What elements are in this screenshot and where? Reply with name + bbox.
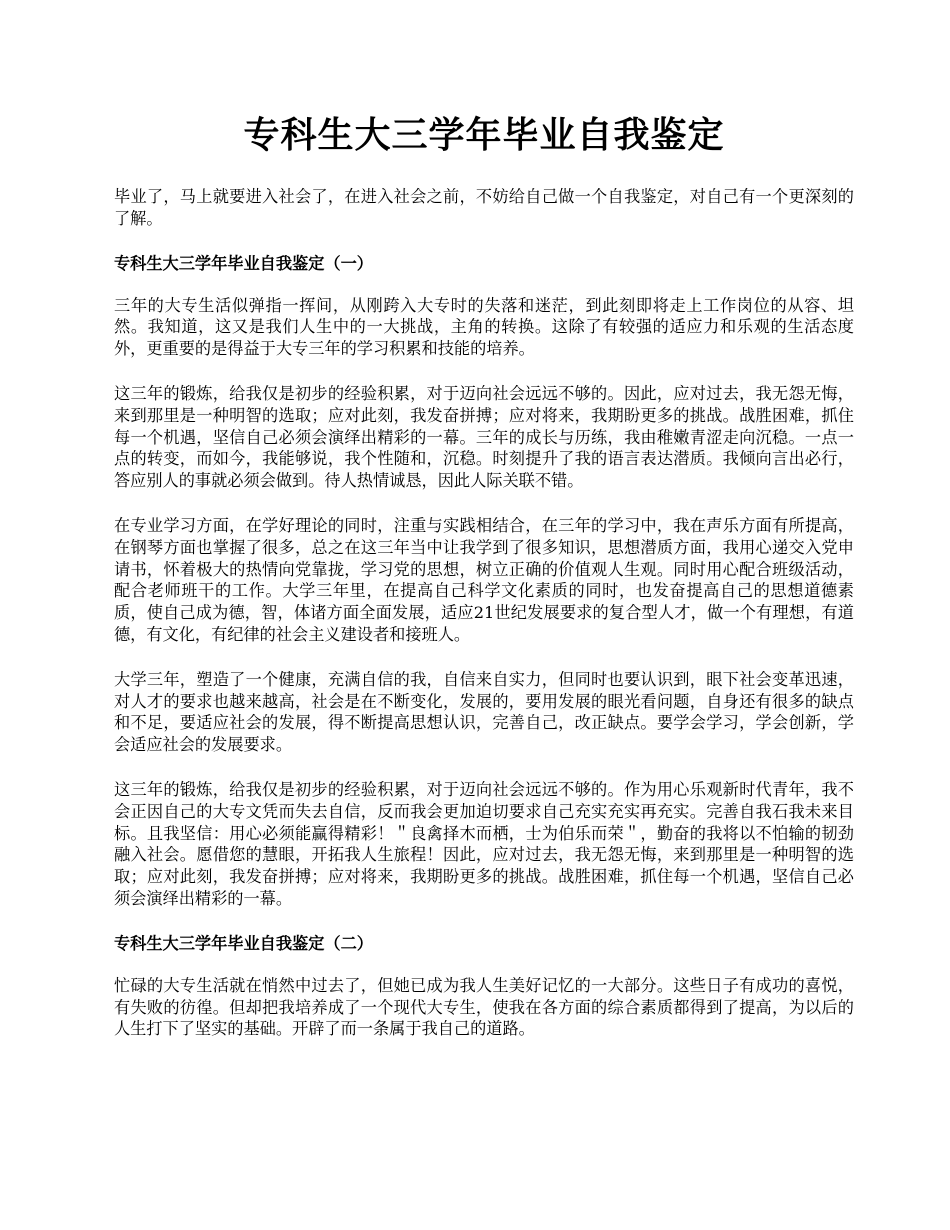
body-paragraph: 大学三年，塑造了一个健康，充满自信的我，自信来自实力，但同时也要认识到，眼下社会变革迅速，对人才的要求也越来越高，社会是在不断变化，发展的，要用发展的眼光看问题，自身还有很多的缺点和不足，要适应社会的发展，得不断提高思想认识，完善自己，改正缺点。要学会学习，学会创新，学会适应社会的发展要求。 [114,669,854,755]
section-two [114,933,854,1040]
section-heading: 专科生大三学年毕业自我鉴定（一） [114,253,373,273]
section-one [114,253,854,910]
document-title: 专科生大三学年毕业自我鉴定 [243,115,725,156]
body-paragraph: 三年的大专生活似弹指一挥间，从刚跨入大专时的失落和迷茫，到此刻即将走上工作岗位的从容、坦然。我知道，这又是我们人生中的一大挑战，主角的转换。这除了有较强的适应力和乐观的生活态度外，更重要的是得益于大专三年的学习积累和技能的培养。 [114,295,854,359]
body-paragraph: 这三年的锻炼，给我仅是初步的经验积累，对于迈向社会远远不够的。作为用心乐观新时代青年，我不会正因自己的大专文凭而失去自信，反而我会更加迫切要求自己充实充实再充实。完善自我石我未来目标。且我坚信：用心必须能赢得精彩！＂良禽择木而栖，士为伯乐而荣＂，勤奋的我将以不怕输的韧劲融入社会。愿借您的慧眼，开拓我人生旅程！因此，应对过去，我无怨无悔，来到那里是一种明智的选取；应对此刻，我发奋拼搏；应对将来，我期盼更多的挑战。战胜困难，抓住每一个机遇，坚信自己必须会演绎出精彩的一幕。 [114,779,854,908]
body-paragraph: 忙碌的大专生活就在悄然中过去了，但她已成为我人生美好记忆的一大部分。这些日子有成功的喜悦，有失败的彷徨。但却把我培养成了一个现代大专生，使我在各方面的综合素质都得到了提高，为以后的人生打下了坚实的基础。开辟了而一条属于我自己的道路。 [114,975,854,1039]
document-page [114,112,854,1063]
intro-paragraph: 毕业了，马上就要进入社会了，在进入社会之前，不妨给自己做一个自我鉴定，对自己有一个更深刻的了解。 [114,187,854,228]
section-heading: 专科生大三学年毕业自我鉴定（二） [114,933,373,953]
body-paragraph: 在专业学习方面，在学好理论的同时，注重与实践相结合，在三年的学习中，我在声乐方面有所提高，在钢琴方面也掌握了很多，总之在这三年当中让我学到了很多知识，思想潜质方面，我用心递交入党申请书，怀着极大的热情向党靠拢，学习党的思想，树立正确的价值观人生观。同时用心配合班级活动，配合老师班干的工作。大学三年里，在提高自己科学文化素质的同时，也发奋提高自己的思想道德素质，使自己成为德，智，体诸方面全面发展，适应21世纪发展要求的复合型人才，做一个有理想，有道德，有文化，有纪律的社会主义建设者和接班人。 [114,515,854,644]
body-paragraph: 这三年的锻炼，给我仅是初步的经验积累，对于迈向社会远远不够的。因此，应对过去，我无怨无悔，来到那里是一种明智的选取；应对此刻，我发奋拼搏；应对将来，我期盼更多的挑战。战胜困难，抓住每一个机遇，坚信自己必须会演绎出精彩的一幕。三年的成长与历练，我由稚嫩青涩走向沉稳。一点一点的转变，而如今，我能够说，我个性随和，沉稳。时刻提升了我的语言表达潜质。我倾向言出必行，答应别人的事就必须会做到。待人热情诚恳，因此人际关联不错。 [114,383,854,491]
